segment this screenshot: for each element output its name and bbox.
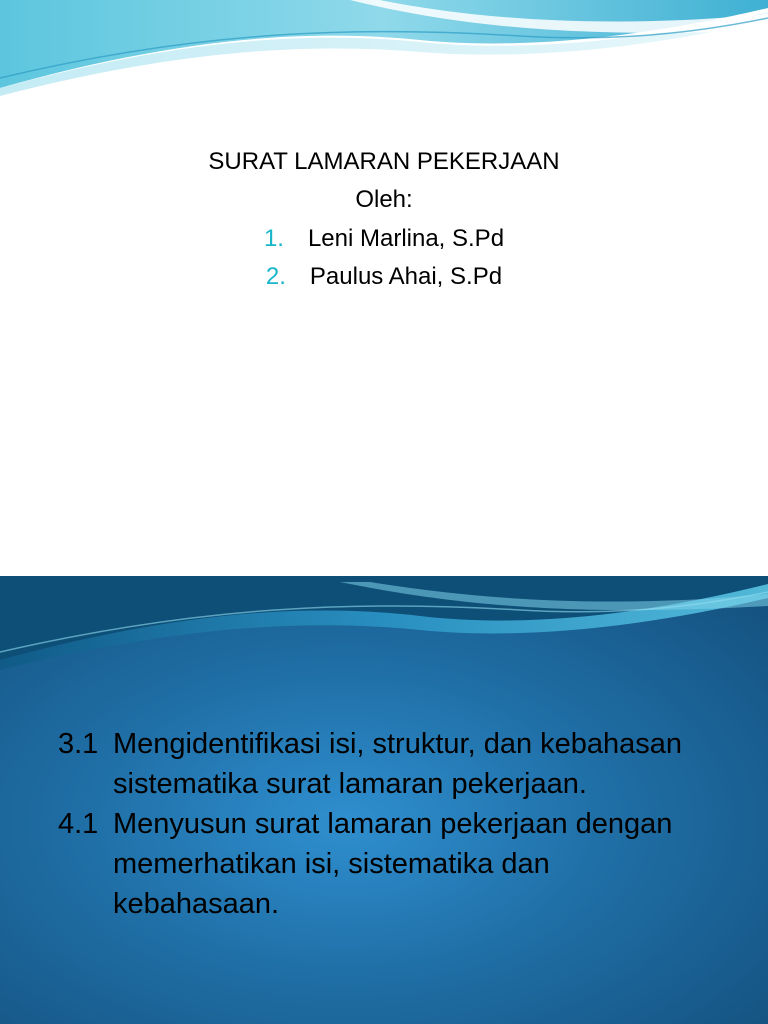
title-block — [0, 143, 768, 219]
list-item — [58, 724, 698, 804]
author-name: Paulus Ahai, S.Pd — [309, 263, 503, 290]
objective-number: 4.1 — [58, 808, 99, 840]
header-wave-decoration — [0, 0, 768, 110]
slide-objectives — [0, 576, 768, 1024]
list-item — [0, 258, 768, 296]
list-item — [58, 804, 698, 924]
objective-number: 3.1 — [58, 728, 99, 760]
document-title: SURAT LAMARAN PEKERJAAN — [208, 148, 560, 175]
author-number: 1. — [263, 225, 284, 252]
author-list — [0, 220, 768, 296]
author-number: 2. — [265, 263, 286, 290]
objective-text: Menyusun surat lamaran pekerjaan dengan memerhatikan isi, sistematika dan kebahasaan. — [113, 808, 673, 920]
header-wave-decoration — [0, 576, 768, 676]
by-label: Oleh: — [355, 186, 413, 213]
objectives-list — [58, 724, 698, 924]
list-item — [0, 220, 768, 258]
objective-text: Mengidentifikasi isi, struktur, dan kebahasan sistematika surat lamaran pekerjaan. — [113, 728, 683, 800]
author-name: Leni Marlina, S.Pd — [307, 225, 505, 252]
